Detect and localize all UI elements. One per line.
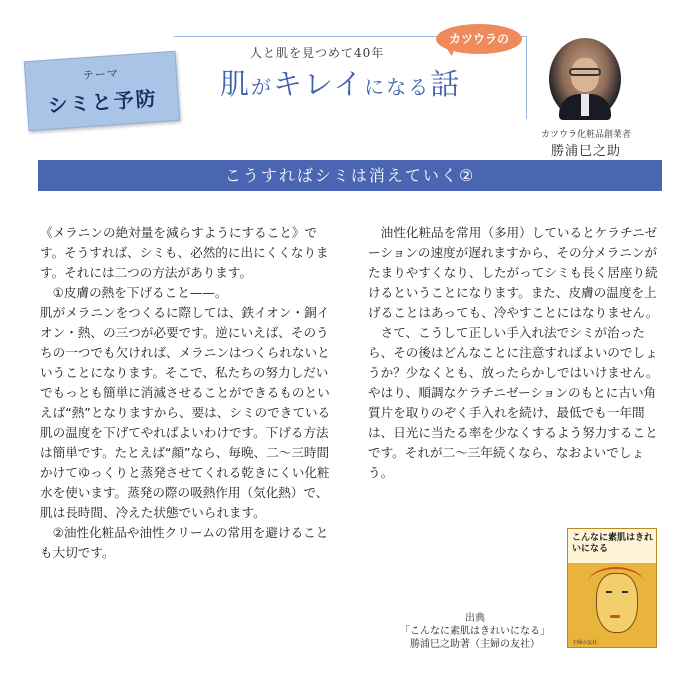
source-credit	[390, 612, 560, 651]
header-title-part: に	[364, 75, 387, 99]
source-author: 勝浦巳之助著（主婦の友社）	[410, 639, 540, 650]
article-paragraph: ①皮膚の熱を下げること——。	[40, 285, 228, 300]
theme-label: テーマ	[82, 66, 120, 83]
founder-name: 勝浦巳之助	[550, 144, 621, 159]
book-cover-face	[596, 573, 638, 633]
article-paragraph: 肌がメラニンをつくるに際しては、鉄イオン・銅イオン・熱、の三つが必要です。逆にいえば、そのうちの一つでも欠ければ、メラニンはつくられないということになります。そこで、私たちの努力しだいでもっとも簡単に消滅させることができるものといえば“熱”となりますから、要は、シミのできている肌の温度を下げてやればよいわけです。下げる方法は簡単です。たとえば“顔”なら、毎晩、二〜三時間かけてゆっくりと蒸発させてくれる乾きにくい化粧水を使います。蒸発の際の吸熱作用（気化熱）で、肌は長時間、冷えた状態でいられます。	[40, 305, 331, 520]
book-cover-lips	[610, 615, 620, 618]
header-title-part: 話	[430, 67, 462, 101]
founder-photo-glasses	[569, 68, 601, 76]
source-book: 「こんなに素肌はきれいになる」	[400, 626, 550, 637]
founder-photo	[549, 38, 621, 120]
article-column-left	[40, 223, 340, 563]
book-cover-publisher: 主婦の友社	[572, 640, 598, 646]
speech-bubble: カツウラの	[436, 24, 522, 54]
article-column-right	[368, 223, 664, 483]
source-label: 出典	[465, 613, 485, 624]
book-cover-title: こんなに素肌はきれいになる	[572, 533, 654, 554]
header-title	[220, 62, 461, 103]
article-title-banner: こうすればシミは消えていく②	[38, 160, 662, 191]
header-title-part: が	[251, 75, 274, 99]
book-cover-image	[567, 528, 657, 648]
header-subtitle: 人と肌を見つめて40年	[250, 46, 385, 60]
book-cover-eye	[606, 591, 612, 593]
book-cover-eye	[622, 591, 628, 593]
header-title-part: なる	[386, 75, 431, 99]
article-paragraph: ②油性化粧品や油性クリームの常用を避けることも大切です。	[40, 525, 329, 560]
article-paragraph: さて、こうして正しい手入れ法でシミが治ったら、その後はどんなことに注意すればよいのでしょうか？少なくとも、放ったらかしではいけません。やはり、順調なケラチニゼーションのもとに古い角質片を取りのぞく手入れを続け、最低でも一年間は、日光に当たる率を少なくするよう努力することです。それが二〜三年続くなら、なおよいでしょう。	[368, 325, 659, 480]
theme-box	[24, 51, 181, 131]
article-paragraph: 油性化粧品を常用（多用）しているとケラチニゼーションの速度が遅れますから、その分メラニンがたまりやすくなり、したがってシミも長く居座り続けるということになります。また、皮膚の温度を上げることはあっても、冷やすことにはなりません。	[368, 225, 659, 320]
founder-role: カツウラ化粧品創業者	[540, 130, 631, 140]
header-title-part: 肌	[220, 67, 252, 101]
founder-photo-shirt	[581, 94, 589, 116]
article-paragraph: 《メラニンの絶対量を減らすようにすること》です。そうすれば、シミも、必然的に出にくくなります。それには二つの方法があります。	[40, 225, 329, 280]
theme-title: シミと予防	[47, 86, 159, 118]
header-title-part: キレイ	[273, 67, 365, 101]
